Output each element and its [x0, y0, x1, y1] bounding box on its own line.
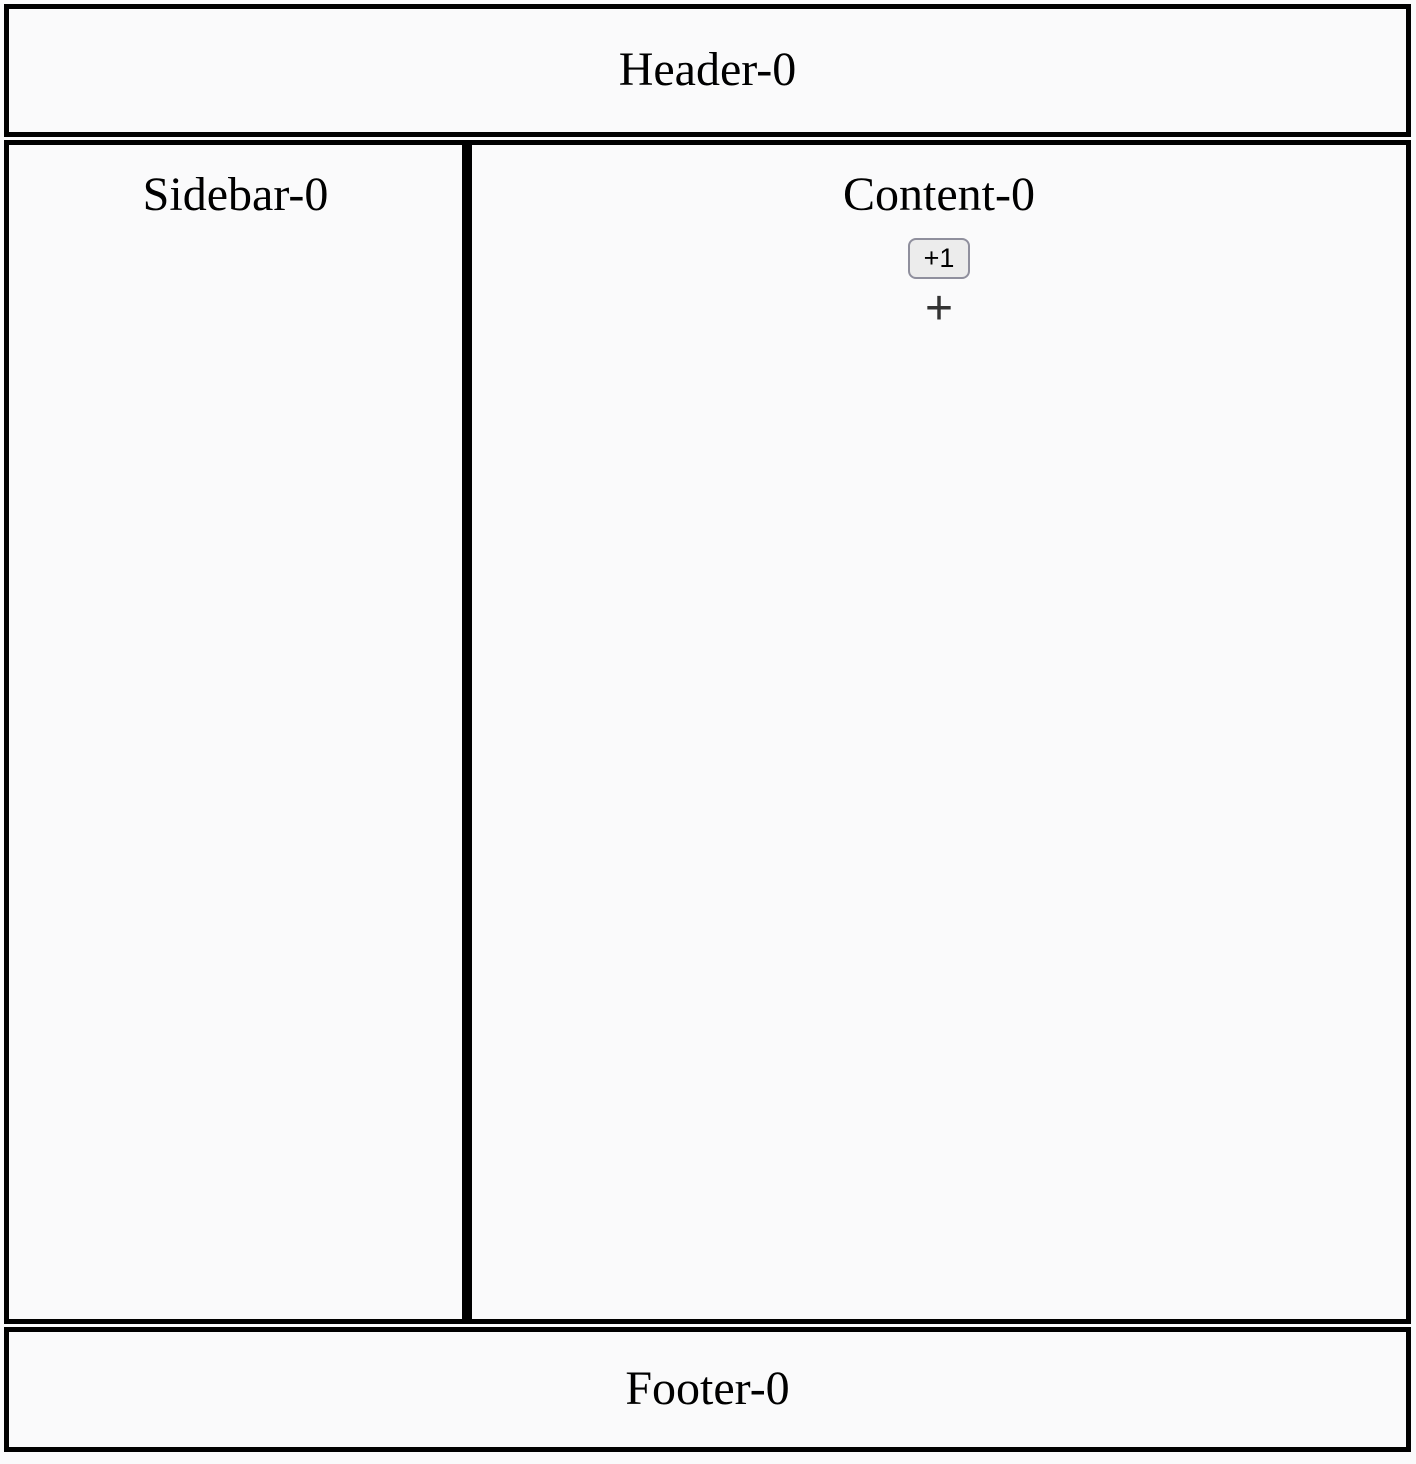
plus-symbol-text: + [924, 281, 954, 335]
footer-panel [4, 1327, 1411, 1452]
content-panel [467, 140, 1411, 1324]
increment-button[interactable]: +1 [908, 238, 971, 279]
footer-title: Footer-0 [625, 1362, 790, 1416]
sidebar-panel [4, 140, 467, 1324]
header-title: Header-0 [618, 43, 797, 97]
header-panel [4, 4, 1411, 137]
sidebar-title: Sidebar-0 [142, 168, 329, 221]
content-title: Content-0 [843, 168, 1035, 221]
